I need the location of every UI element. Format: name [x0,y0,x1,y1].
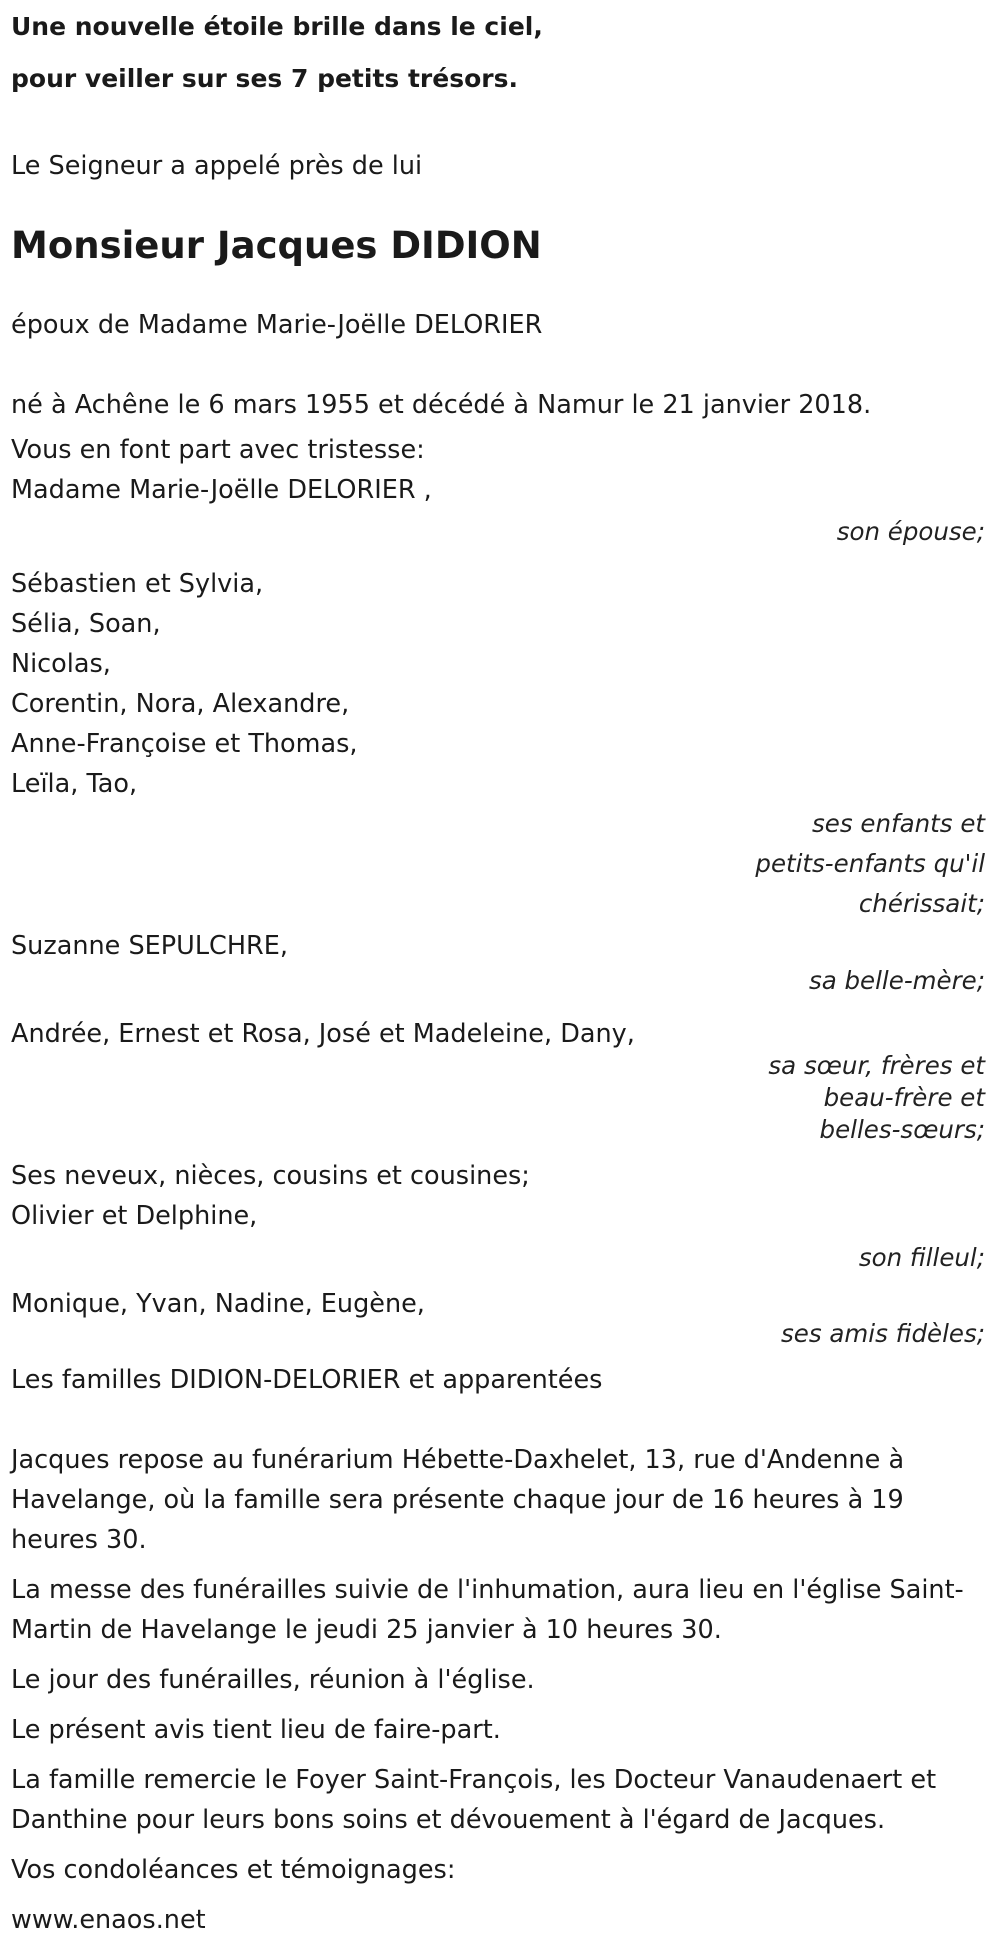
family-names-line: Monique, Yvan, Nadine, Eugène, [11,1289,425,1319]
website-link[interactable]: www.enaos.net [11,1905,206,1935]
intro-line-1: Une nouvelle étoile brille dans le ciel, [11,12,543,41]
family-names-line: Madame Marie-Joëlle DELORIER , [11,475,432,505]
relation-line: chérissait; [858,889,985,918]
intro-line-2: pour veiller sur ses 7 petits trésors. [11,64,518,93]
family-names-line: Leïla, Tao, [11,769,138,799]
group-neveux [11,1156,989,1196]
group-belle-mere [11,926,989,996]
relation-line: ses enfants et [812,809,985,838]
family-names-line: Sélia, Soan, [11,609,161,639]
repose-paragraph: Jacques repose au funérarium Hébette-Daxhelet, 13, rue d'Andenne à Havelange, où la famille sera présente chaque jour de 16 heures à 19 heures 30. [11,1445,905,1555]
families-line: Les familles DIDION-DELORIER et apparentées [11,1365,603,1395]
relation-line: beau-frère et [823,1083,985,1112]
family-names-line: Nicolas, [11,649,111,679]
birth-death-line: né à Achêne le 6 mars 1955 et décédé à Namur le 21 janvier 2018. [11,390,872,420]
family-names-line: Ses neveux, nièces, cousins et cousines; [11,1161,530,1191]
avis-paragraph: Le présent avis tient lieu de faire-part. [11,1715,501,1745]
spouse-line: époux de Madame Marie-Joëlle DELORIER [11,310,543,340]
group-enfants [11,564,989,924]
group-epouse [11,470,989,554]
messe-paragraph: La messe des funérailles suivie de l'inhumation, aura lieu en l'église Saint-Martin de Havelange le jeudi 25 janvier à 10 heures 30. [11,1575,964,1645]
reunion-paragraph: Le jour des funérailles, réunion à l'église. [11,1665,535,1695]
relation-line: belles-sœurs; [819,1115,985,1144]
group-filleul [11,1196,989,1280]
family-names-line: Anne-Françoise et Thomas, [11,729,358,759]
relation-line: sa belle-mère; [808,966,985,995]
group-amis [11,1284,989,1356]
family-names-line: Corentin, Nora, Alexandre, [11,689,350,719]
called-text: Le Seigneur a appelé près de lui [11,151,423,181]
family-names-line: Andrée, Ernest et Rosa, José et Madeleine, Dany, [11,1019,635,1049]
relation-line: ses amis fidèles; [781,1319,985,1348]
family-names-line: Suzanne SEPULCHRE, [11,931,288,961]
group-soeur-freres [11,1014,989,1150]
family-names-line: Sébastien et Sylvia, [11,569,264,599]
family-names-line: Olivier et Delphine, [11,1201,258,1231]
relation-line: son épouse; [836,517,985,546]
relation-line: son filleul; [858,1243,985,1272]
relation-line: petits-enfants qu'il [755,849,985,878]
share-intro: Vous en font part avec tristesse: [11,435,425,465]
remerciements-paragraph: La famille remercie le Foyer Saint-François, les Docteur Vanaudenaert et Danthine pour leurs bons soins et dévouement à l'égard de Jacques. [11,1765,937,1835]
relation-line: sa sœur, frères et [768,1051,985,1080]
condoleances-paragraph: Vos condoléances et témoignages: [11,1855,456,1885]
deceased-name: Monsieur Jacques DIDION [11,224,542,267]
